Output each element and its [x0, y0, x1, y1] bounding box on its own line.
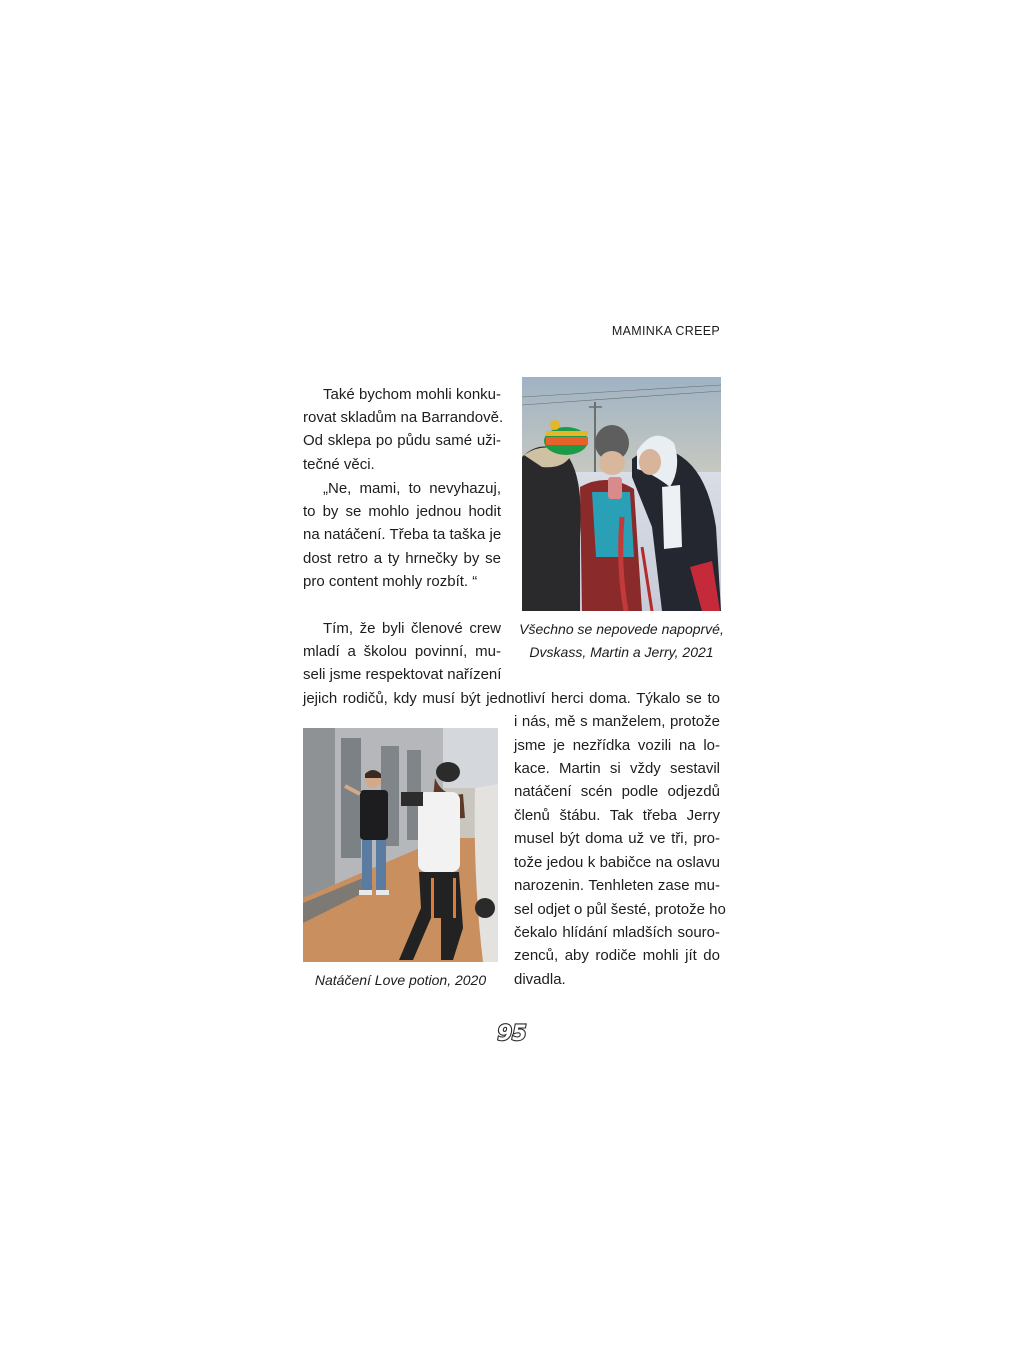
text-line: sel odjet o půl šesté, protože ho — [514, 901, 726, 918]
text-line: pro content mohly rozbít. “ — [303, 573, 478, 590]
text-line: narozenin. Tenhleten zase mu- — [514, 877, 720, 894]
text-line: čekalo hlídání mladších souro- — [514, 924, 720, 941]
text-line: mladí a školou povinní, mu- — [303, 643, 501, 660]
photo-group-with-phone — [522, 377, 721, 611]
text-line: Také bychom mohli konku- — [323, 386, 501, 403]
text-line: musel být doma už ve tři, pro- — [514, 830, 720, 847]
text-line: zenců, aby rodiče mohli jít do — [514, 947, 720, 964]
text-line: rovat skladům na Barrandově. — [303, 409, 504, 426]
text-line: členů štábu. Tak třeba Jerry — [514, 807, 720, 824]
photo-caption: Všechno se nepovede napoprvé, — [519, 621, 724, 637]
text-line: „Ne, mami, to nevyhazuj, — [323, 480, 501, 497]
text-line: jejich rodičů, kdy musí být jednotliví herci doma. Týkalo se to — [303, 690, 720, 707]
text-line: Od sklepa po půdu samé uži- — [303, 432, 501, 449]
text-line: divadla. — [514, 971, 566, 988]
text-line: dost retro a ty hrnečky by se — [303, 550, 501, 567]
text-line: na natáčení. Třeba ta taška je — [303, 526, 502, 543]
text-line: to by se mohlo jednou hodit — [303, 503, 501, 520]
text-line: Tím, že byli členové crew — [323, 620, 501, 637]
photo-caption: Natáčení Love potion, 2020 — [314, 972, 487, 988]
text-line: tečné věci. — [303, 456, 375, 473]
running-header: MAMINKA CREEP — [611, 324, 720, 338]
page-number: 95 — [497, 1021, 527, 1045]
text-line: kace. Martin si vždy sestavil — [514, 760, 720, 777]
text-line: tože jedou k babičce na oslavu — [514, 854, 720, 871]
text-line: jsme je nezřídka vozili na lo- — [514, 737, 720, 754]
text-line: seli jsme respektovat nařízení — [303, 666, 502, 683]
photo-caption: Dvskass, Martin a Jerry, 2021 — [529, 644, 714, 660]
text-line: natáčení scén podle odjezdů — [514, 783, 720, 800]
text-line: i nás, mě s manželem, protože — [514, 713, 720, 730]
photo-filming-scene — [303, 728, 498, 962]
